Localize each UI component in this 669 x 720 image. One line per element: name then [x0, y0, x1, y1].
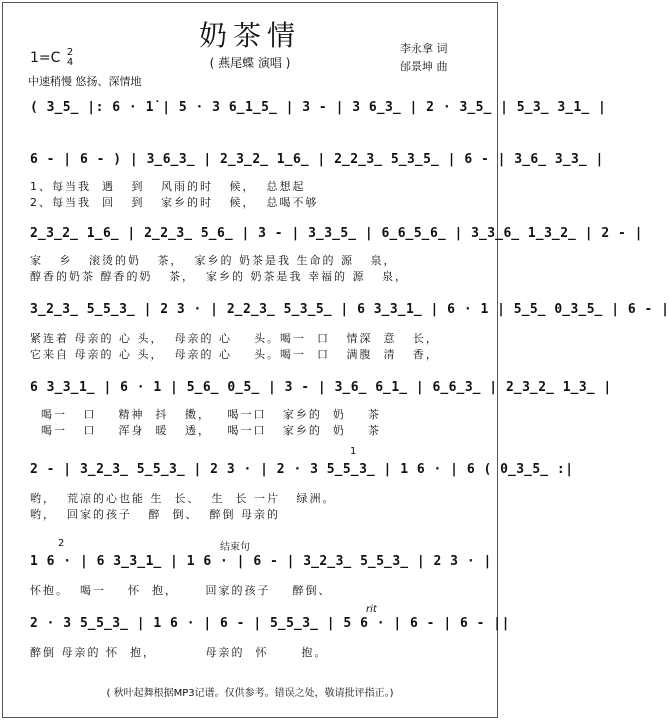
- notes-line: 2 - | 3̲2̲3̲ 5̲5̲3̲ | 2 3 · | 2 · 3 5̲5̲3̲ | 1 6 · | 6 ( 0̲3̲5̲ :|: [30, 462, 574, 477]
- notes-line: ( 3̲5̲ |: 6 · 1̇ | 5 · 3 6̲1̲5̲ | 3 - | 3 6̲3̲ | 2 · 3̲5̲ | 5̲3̲ 3̲1̲ |: [30, 100, 607, 115]
- lyric-line: 醇香的奶茶 醇香的奶 茶， 家乡的 奶茶是我 幸福的 源 泉，: [30, 270, 408, 283]
- lyric-line: 紧连着 母亲的 心 头， 母亲的 心 头。喝一 口 情深 意 长，: [30, 332, 439, 345]
- lyric-line: 家 乡 滚烫的奶 茶， 家乡的 奶茶是我 生命的 源 泉，: [30, 254, 397, 267]
- notes-line: 2 · 3 5̲5̲3̲ | 1 6 · | 6 - | 5̲5̲3̲ | 5 6 · | 6 - | 6 - ||: [30, 616, 510, 631]
- notes-line: 3̲2̲3̲ 5̲5̲3̲ | 2 3 · | 2̲2̲3̲ 5̲3̲5̲ | 6 3̲3̲1̲ | 6 · 1 | 5̲5̲ 0̲3̲5̲ | 6 - |: [30, 302, 669, 317]
- key-signature: [30, 48, 73, 68]
- song-title: 奶茶情: [198, 19, 301, 52]
- lyric-line: 哟， 回家的孩子 醉 倒、 醉倒 母亲的: [30, 508, 280, 521]
- lyric-line: 它来自 母亲的 心 头， 母亲的 心 头。喝一 口 满腹 清 香，: [30, 348, 439, 361]
- notes-line: 2̲3̲2̲ 1̲6̲ | 2̲2̲3̲ 5̲6̲ | 3 - | 3̲3̲5̲ | 6̲6̲5̲6̲ | 3̲3̲6̲ 1̲3̲2̲ | 2 - |: [30, 226, 643, 241]
- singer-label: ( 燕尾蝶 演唱 ): [209, 56, 291, 70]
- time-bottom: 4: [66, 57, 74, 68]
- time-signature: [67, 48, 73, 68]
- lyric-line: 2、每当我 回 到 家乡的时 候， 总喝不够: [30, 196, 319, 209]
- notes-line: 1 6 · | 6 3̲3̲1̲ | 1 6 · | 6 - | 3̲2̲3̲ 5̲5̲3̲ | 2 3 · |: [30, 554, 492, 569]
- lyric-line: 喝一 口 精神 抖 擞， 喝一口 家乡的 奶 茶: [30, 408, 381, 421]
- lyric-line: 醉倒 母亲的 怀 抱， 母亲的 怀 抱。: [30, 646, 328, 659]
- volta-2-label: 2: [58, 538, 65, 549]
- tempo-marking: 中速稍慢 悠扬、深情地: [28, 75, 142, 88]
- composer-credit: 邰景坤 曲: [400, 60, 448, 73]
- notes-line: 6 3̲3̲1̲ | 6 · 1 | 5̲6̲ 0̲5̲ | 3 - | 3̲6̲ 6̲1̲ | 6̲6̲3̲ | 2̲3̲2̲ 1̲3̲ |: [30, 380, 612, 395]
- lyric-line: 怀抱。 喝一 怀 抱， 回家的孩子 醉倒、: [30, 584, 332, 597]
- score-row-1: [30, 100, 607, 134]
- lyricist-credit: 李永拿 词: [400, 42, 448, 55]
- lyric-line: 喝一 口 浑身 暖 透， 喝一口 家乡的 奶 茶: [30, 424, 381, 437]
- volta-1-label: 1: [350, 446, 357, 457]
- lyric-line: 1、每当我 遇 到 风雨的时 候， 总想起: [30, 180, 306, 193]
- rit-marking: rit: [366, 604, 377, 615]
- notes-line: 6 - | 6 - ) | 3̲6̲3̲ | 2̲3̲2̲ 1̲6̲ | 2̲2̲3̲ 5̲3̲5̲ | 6 - | 3̲6̲ 3̲3̲ |: [30, 152, 604, 167]
- footnote: ( 秋叶起舞根据MP3记谱。仅供参考。错误之处，敬请批评指正。): [106, 688, 394, 699]
- coda-end-label: 结束句: [220, 542, 250, 553]
- time-top: 2: [66, 47, 74, 58]
- key-text: 1=C: [30, 50, 61, 66]
- lyric-line: 哟， 荒凉的心也能 生 长、 生 长 一片 绿洲。: [30, 492, 336, 505]
